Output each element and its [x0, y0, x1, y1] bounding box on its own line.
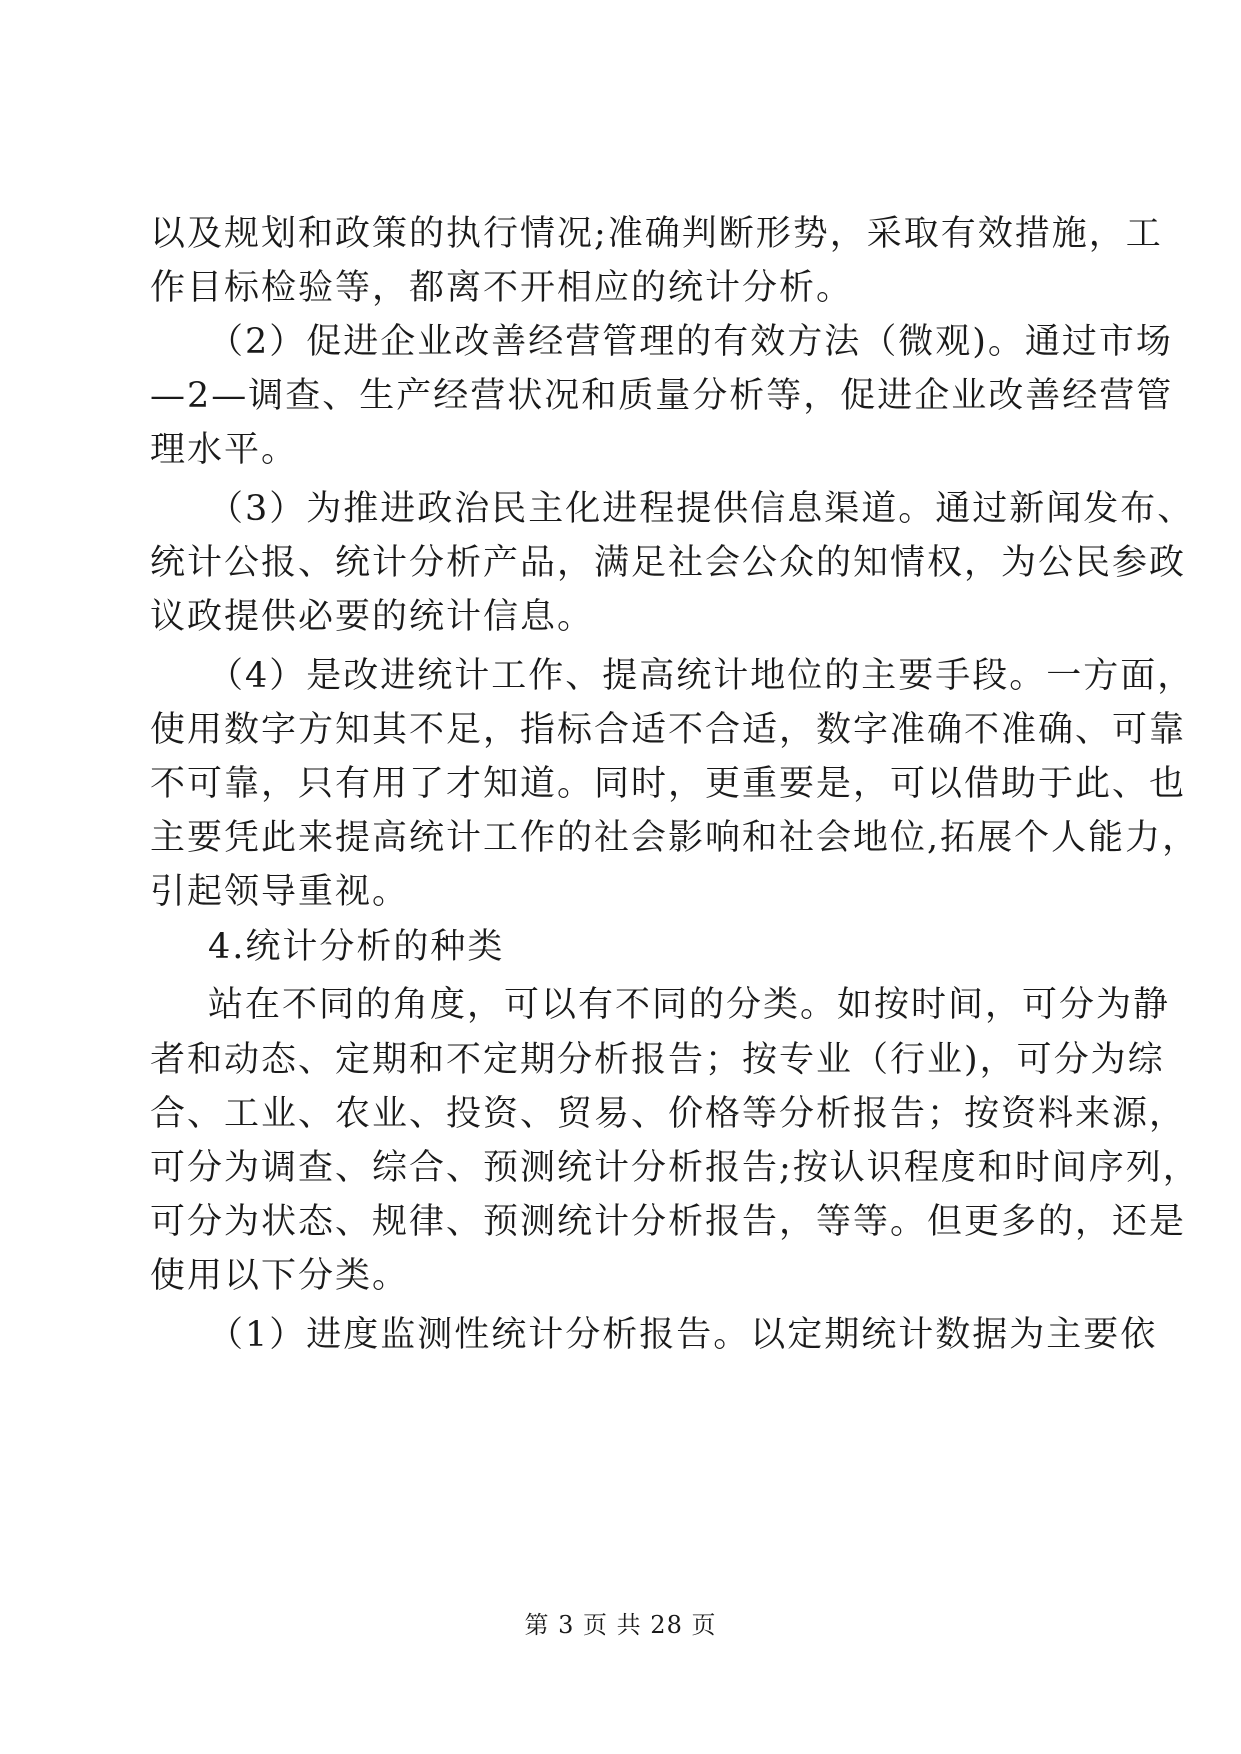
text-line: 理水平。 — [150, 430, 299, 470]
text-line: 引起领导重视。 — [150, 872, 410, 912]
text-line: 统计公报、统计分析产品，满足社会公众的知情权，为公民参政 — [150, 543, 1187, 583]
text-line: 使用数字方知其不足，指标合适不合适，数字准确不准确、可靠 — [150, 710, 1187, 750]
text-line: 者和动态、定期和不定期分析报告；按专业（行业)，可分为综 — [150, 1040, 1165, 1080]
text-line: 以及规划和政策的执行情况;准确判断形势，采取有效措施，工 — [150, 214, 1163, 254]
text-line: （1）进度监测性统计分析报告。以定期统计数据为主要依 — [208, 1315, 1158, 1355]
text-line: 作目标检验等，都离不开相应的统计分析。 — [150, 268, 854, 308]
text-line: （3）为推进政治民主化进程提供信息渠道。通过新闻发布、 — [208, 489, 1195, 529]
text-line: 主要凭此来提高统计工作的社会影响和社会地位,拓展个人能力， — [150, 818, 1200, 858]
text-line: （2）促进企业改善经营管理的有效方法（微观)。通过市场 — [208, 322, 1173, 362]
text-line: —2—调查、生产经营状况和质量分析等，促进企业改善经营管 — [150, 376, 1174, 416]
text-line: 可分为状态、规律、预测统计分析报告，等等。但更多的，还是 — [150, 1202, 1187, 1242]
text-line: （4）是改进统计工作、提高统计地位的主要手段。一方面， — [208, 656, 1195, 696]
text-line: 使用以下分类。 — [150, 1256, 410, 1296]
text-line: 可分为调查、综合、预测统计分析报告;按认识程度和时间序列， — [150, 1148, 1200, 1188]
text-line: 不可靠，只有用了才知道。同时，更重要是，可以借助于此、也 — [150, 764, 1187, 804]
text-line: 合、工业、农业、投资、贸易、价格等分析报告；按资料来源， — [150, 1094, 1187, 1134]
section-heading: 4.统计分析的种类 — [208, 927, 505, 967]
text-line: 站在不同的角度，可以有不同的分类。如按时间，可分为静 — [208, 985, 1171, 1025]
text-line: 议政提供必要的统计信息。 — [150, 597, 595, 637]
page-number: 第 3 页 共 28 页 — [524, 1611, 717, 1639]
